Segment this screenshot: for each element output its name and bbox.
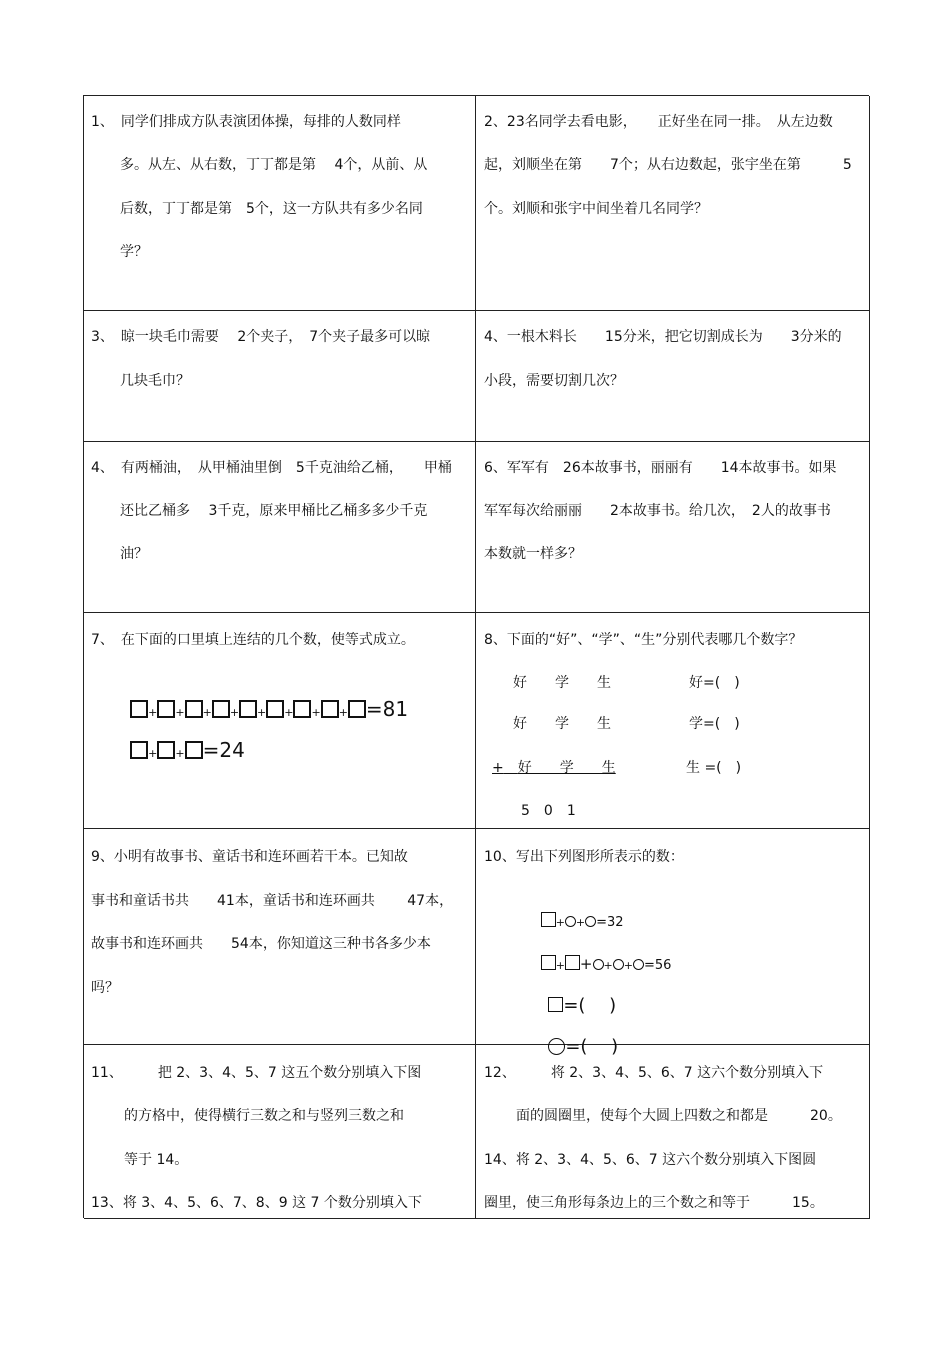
- problem-9-line-2: 事书和童话书共 41本，童话书和连环画共 47本，: [91, 893, 454, 909]
- worksheet-table: [83, 95, 869, 1218]
- blank-square-icon: [157, 741, 175, 759]
- problem-2-cell: [476, 96, 870, 311]
- addend-row-2: 好 学 生: [513, 716, 611, 732]
- problem-9-cell: [84, 829, 476, 1045]
- problem-3-line-2: 几块毛巾？: [120, 373, 190, 389]
- blank-square-icon: [321, 700, 339, 718]
- answer-hao: 好=( ): [689, 675, 740, 691]
- problem-12-line-2: 面的圆圈里，使每个大圆上四数之和都是 20。: [516, 1108, 842, 1124]
- problem-4-line-1: 4、一根木料长 15分米，把它切割成长为 3分米的: [484, 329, 842, 345]
- plus-sign: +: [229, 706, 240, 719]
- addend-row-3-text: 好 学 生: [517, 760, 616, 776]
- problem-1-line-2: 多。从左、从右数，丁丁都是第 4个，从前、从: [120, 157, 428, 173]
- blank-square-icon: [130, 741, 148, 759]
- problem-12-14-cell: [476, 1045, 870, 1219]
- square-shape-icon: [541, 955, 556, 970]
- problem-11-line-1: 11、 把 2、3、4、5、7 这五个数分别填入下图: [91, 1065, 422, 1081]
- problem-1-line-3: 后数，丁丁都是第 5个，这一方队共有多少名同: [120, 201, 423, 217]
- problem-4-line-2: 小段，需要切割几次？: [484, 373, 624, 389]
- addend-row-1: 好 学 生: [513, 675, 611, 691]
- equation-result: =56: [643, 958, 672, 973]
- problem-6-line-2: 军军每次给丽丽 2本故事书。给几次， 2人的故事书: [484, 503, 831, 519]
- blank-square-icon: [293, 700, 311, 718]
- problem-5-line-1: 4、 有两桶油， 从甲桶油里倒 5千克油给乙桶， 甲桶: [91, 460, 452, 476]
- problem-5-line-3: 油？: [120, 546, 148, 562]
- square-shape-icon: [565, 955, 580, 970]
- problem-6-cell: [476, 442, 870, 613]
- blank-square-icon: [266, 700, 284, 718]
- problem-9-line-3: 故事书和连环画共 54本，你知道这三种书各多少本: [91, 936, 431, 952]
- problem-2-line-2: 起，刘顺坐在第 7个；从右边数起，张宇坐在第 5: [484, 157, 852, 173]
- plus-sign: +: [175, 706, 185, 719]
- problem-6-line-1: 6、军军有 26本故事书，丽丽有 14本故事书。如果: [484, 460, 837, 476]
- problem-12-line-1: 12、 将 2、3、4、5、6、7 这六个数分别填入下: [484, 1065, 824, 1081]
- problem-1-line-4: 学？: [120, 244, 148, 260]
- plus-sign: +: [148, 747, 158, 760]
- circle-shape-icon: [633, 959, 644, 970]
- plus-sign: +: [623, 959, 633, 972]
- problem-7-cell: [84, 613, 476, 829]
- problem-7-text: 7、 在下面的口里填上连结的几个数，使等式成立。: [91, 632, 415, 648]
- problem-3-cell: [84, 311, 476, 442]
- problem-5-cell: [84, 442, 476, 613]
- plus-sign: +: [555, 959, 565, 972]
- plus-sign: +: [555, 916, 565, 929]
- equation-24: [92, 711, 245, 793]
- square-shape-icon: [541, 912, 556, 927]
- problem-10-cell: [476, 829, 870, 1057]
- problem-13-line-1: 13、将 3、4、5、6、7、8、9 这 7 个数分别填入下: [91, 1195, 422, 1211]
- problem-9-line-1: 9、小明有故事书、童话书和连环画若干本。已知故: [91, 849, 408, 865]
- problem-11-line-2: 的方格中，使得横行三数之和与竖列三数之和: [124, 1108, 404, 1124]
- blank-square-icon: [348, 700, 366, 718]
- plus-sign: +: [338, 706, 348, 719]
- problem-11-line-3: 等于 14。: [124, 1152, 189, 1168]
- problem-8-text: 8、下面的“好”、“学”、“生”分别代表哪几个数字？: [484, 632, 803, 648]
- square-shape-icon: [548, 997, 563, 1012]
- equation-result: =24: [202, 738, 245, 762]
- equation-result: =32: [596, 915, 624, 930]
- problem-14-line-2: 圈里，使三角形每条边上的三个数之和等于 15。: [484, 1195, 824, 1211]
- circle-shape-icon: [585, 916, 596, 927]
- plus-sign: +: [202, 706, 212, 719]
- answer-sheng: 生 =( ): [686, 760, 742, 776]
- plus-sign: +: [603, 959, 613, 972]
- plus-sign: +: [175, 747, 185, 760]
- square-answer-blank: =( ): [563, 995, 617, 1016]
- problem-4-cell: [476, 311, 870, 442]
- circle-shape-icon: [613, 959, 624, 970]
- plus-sign: +: [148, 706, 158, 719]
- problem-5-line-2: 还比乙桶多 3千克，原来甲桶比乙桶多多少千克: [120, 503, 428, 519]
- circle-answer-blank: =( ): [565, 1036, 619, 1057]
- plus-sign: +: [492, 760, 504, 776]
- problem-11-13-cell: [84, 1045, 476, 1219]
- plus-sign: +: [575, 916, 586, 929]
- plus-sign: +: [311, 706, 321, 719]
- addend-row-3: [492, 759, 616, 777]
- problem-1-cell: [84, 96, 476, 311]
- plus-sign: +: [579, 955, 593, 973]
- problem-8-cell: [476, 613, 870, 829]
- problem-2-line-3: 个。刘顺和张宇中间坐着几名同学？: [484, 201, 708, 217]
- circle-shape-icon: [565, 916, 576, 927]
- problem-6-line-3: 本数就一样多？: [484, 546, 582, 562]
- blank-square-icon: [185, 741, 203, 759]
- answer-xue: 学=( ): [689, 716, 740, 732]
- problem-2-line-1: 2、23名同学去看电影， 正好坐在同一排。 从左边数: [484, 114, 833, 130]
- problem-1-line-1: 1、 同学们排成方队表演团体操，每排的人数同样: [91, 114, 401, 130]
- sum-result: 5 0 1: [521, 803, 576, 819]
- problem-14-line-1: 14、将 2、3、4、5、6、7 这六个数分别填入下图圆: [484, 1152, 817, 1168]
- plus-sign: +: [284, 706, 294, 719]
- equation-result: =81: [365, 697, 409, 721]
- circle-shape-icon: [593, 959, 604, 970]
- problem-9-line-4: 吗？: [91, 980, 119, 996]
- problem-10-text: 10、写出下列图形所表示的数：: [484, 849, 684, 865]
- plus-sign: +: [257, 706, 267, 719]
- problem-3-line-1: 3、 晾一块毛巾需要 2个夹子， 7个夹子最多可以晾: [91, 329, 431, 345]
